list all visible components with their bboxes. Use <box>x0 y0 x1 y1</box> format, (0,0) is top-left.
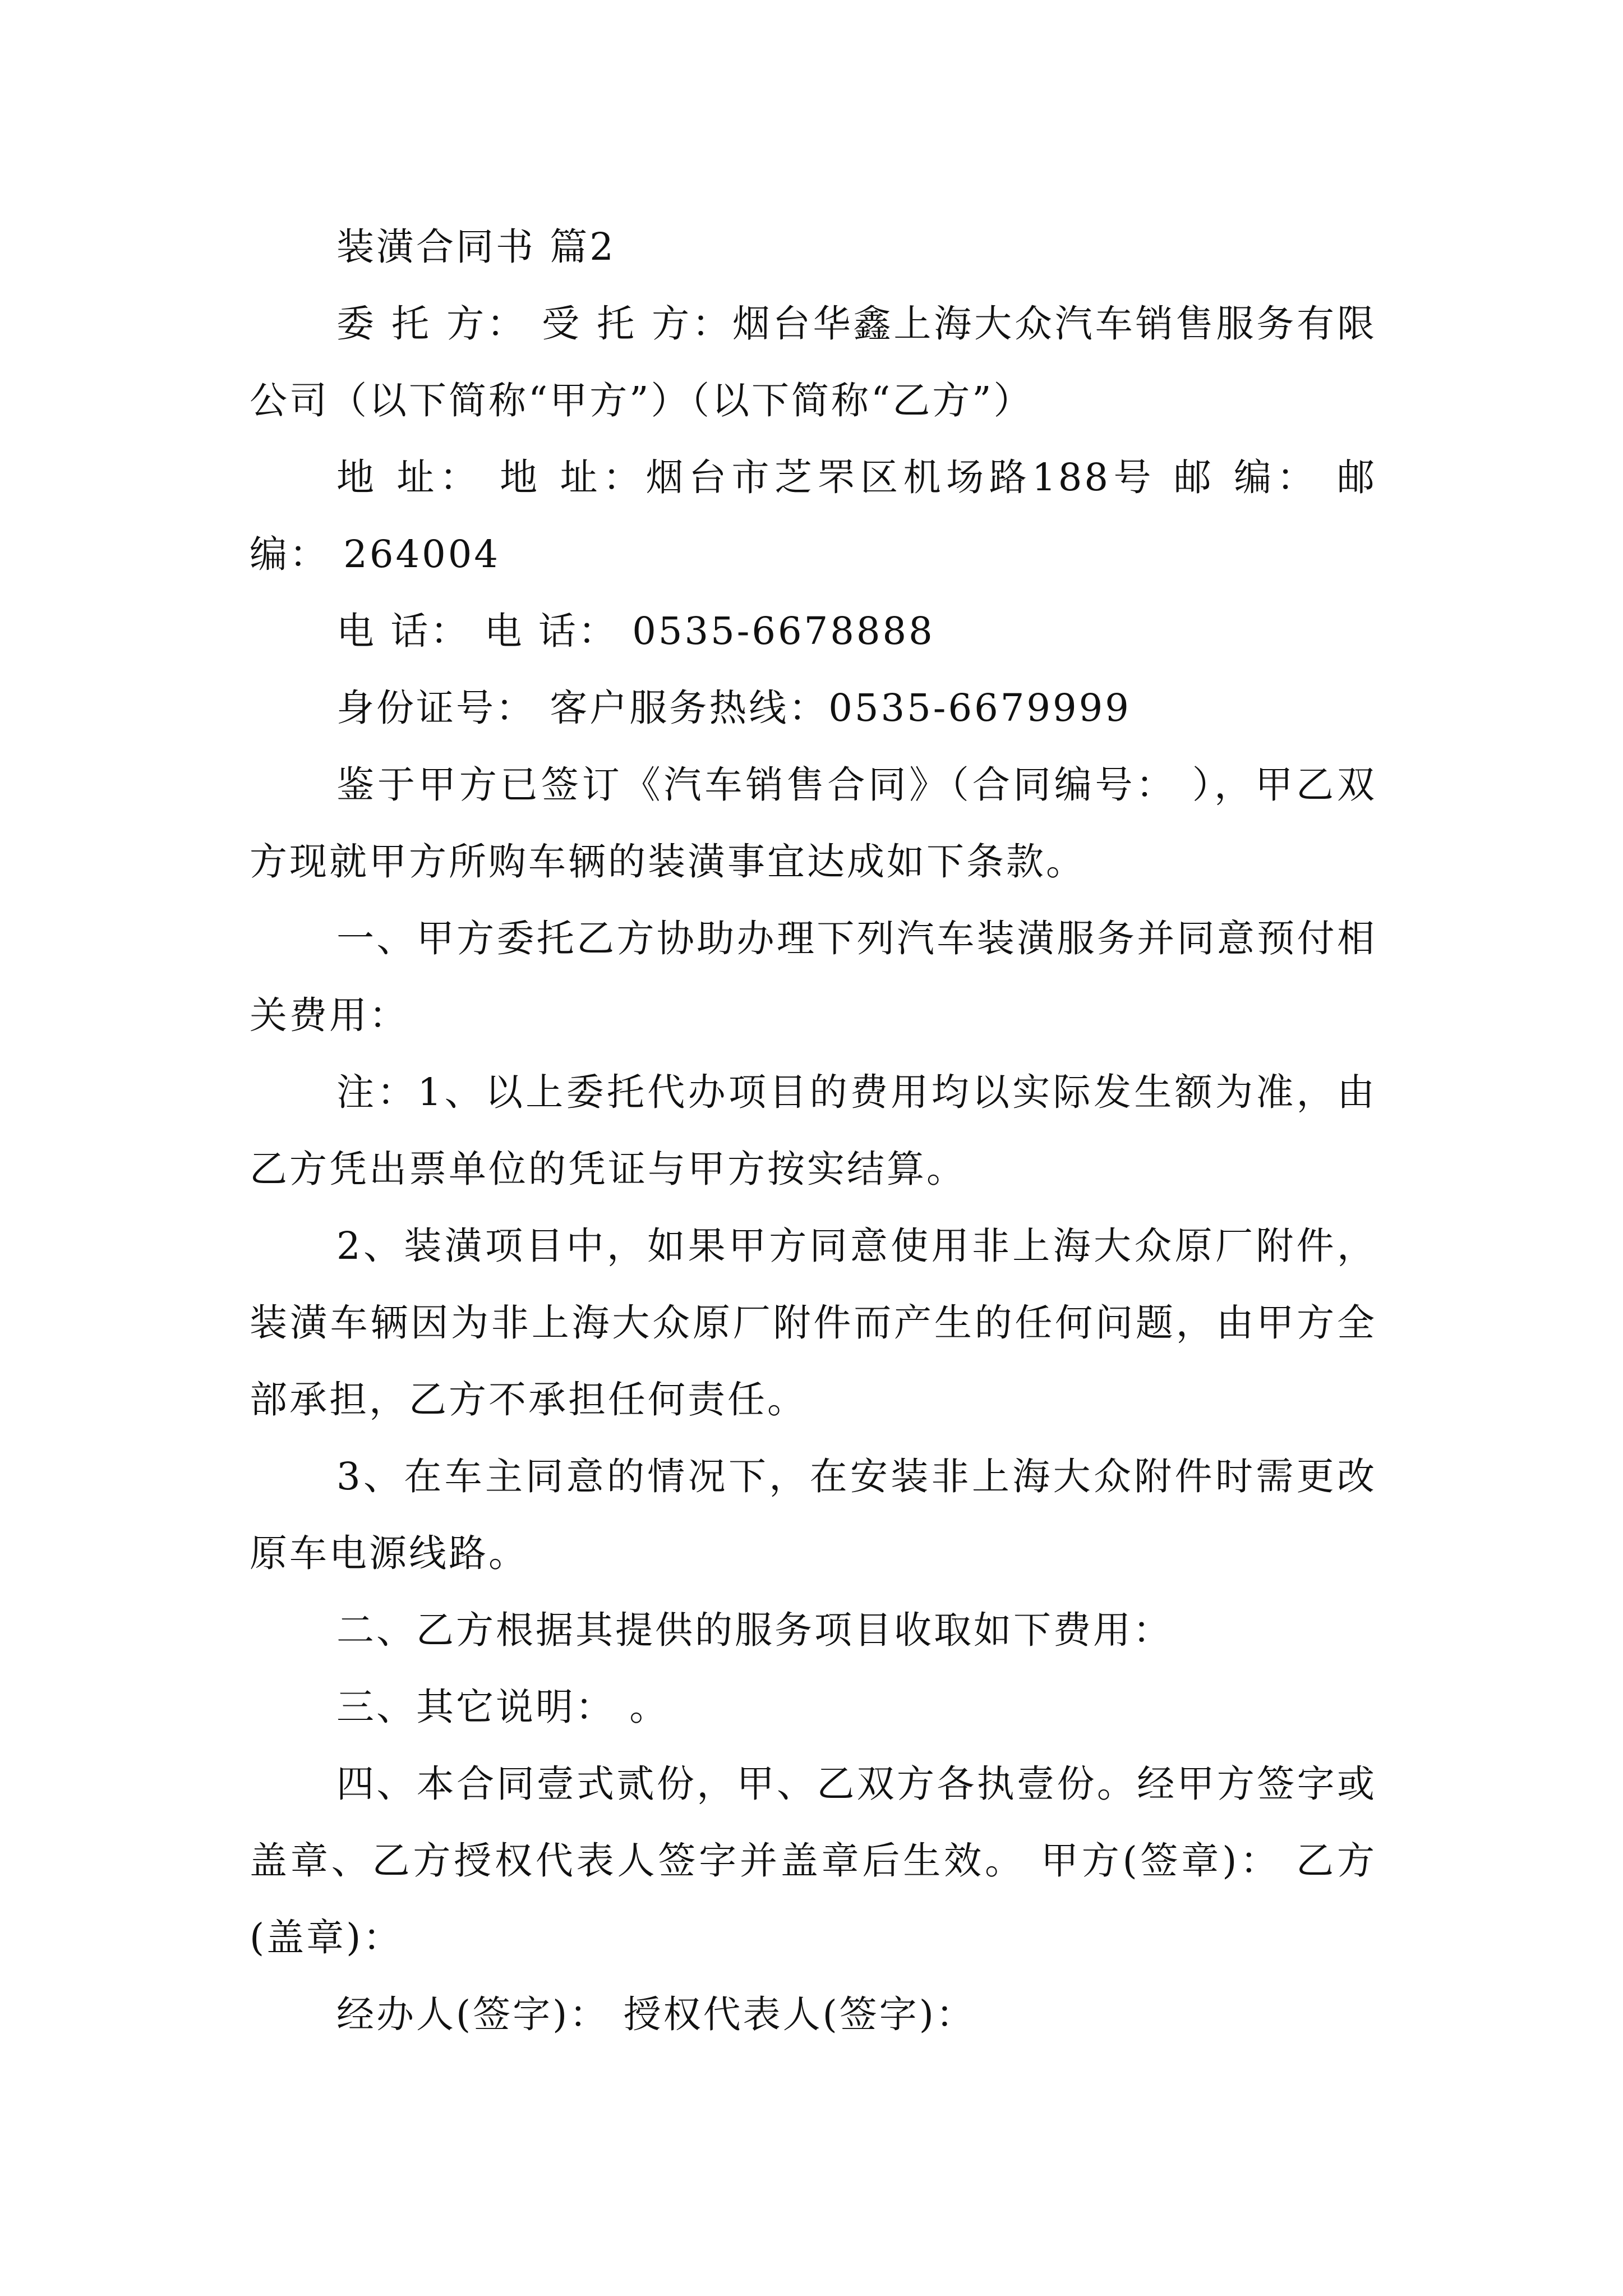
id-hotline-line: 身份证号： 客户服务热线：0535-6679999 <box>336 686 1131 730</box>
phone-line: 电 话： 电 话： 0535-6678888 <box>336 609 935 653</box>
preamble-paragraph: 鉴于甲方已签订《汽车销售合同》（合同编号： ），甲乙双方现就甲方所购车辆的装潢事宜达成如下条款。 <box>250 763 1377 884</box>
clause-two: 二、乙方根据其提供的服务项目收取如下费用： <box>336 1608 1173 1652</box>
section-title: 装潢合同书 篇2 <box>336 225 616 269</box>
note-one: 注：1、以上委托代办项目的费用均以实际发生额为准，由乙方凭出票单位的凭证与甲方按实结算。 <box>250 1070 1377 1191</box>
party-names: 委 托 方： 受 托 方：烟台华鑫上海大众汽车销售服务有限公司（以下简称“甲方”）（以下简称“乙方”） <box>250 302 1377 422</box>
address-line: 地 址： 地 址：烟台市芝罘区机场路188号 邮 编： 邮 编： 264004 <box>250 455 1391 576</box>
document-body <box>250 209 1391 2053</box>
clause-three: 三、其它说明： 。 <box>336 1685 670 1729</box>
note-two: 2、装潢项目中，如果甲方同意使用非上海大众原厂附件，装潢车辆因为非上海大众原厂附件而产生的任何问题，由甲方全部承担，乙方不承担任何责任。 <box>250 1224 1377 1421</box>
clause-four: 四、本合同壹式贰份，甲、乙双方各执壹份。经甲方签字或盖章、乙方授权代表人签字并盖章后生效。 甲方(签章)： 乙方(盖章)： <box>250 1762 1377 1959</box>
signature-line: 经办人(签字)： 授权代表人(签字)： <box>336 1993 976 2036</box>
note-three: 3、在车主同意的情况下，在安装非上海大众附件时需更改原车电源线路。 <box>250 1455 1377 1575</box>
clause-one: 一、甲方委托乙方协助办理下列汽车装潢服务并同意预付相关费用： <box>250 917 1377 1037</box>
